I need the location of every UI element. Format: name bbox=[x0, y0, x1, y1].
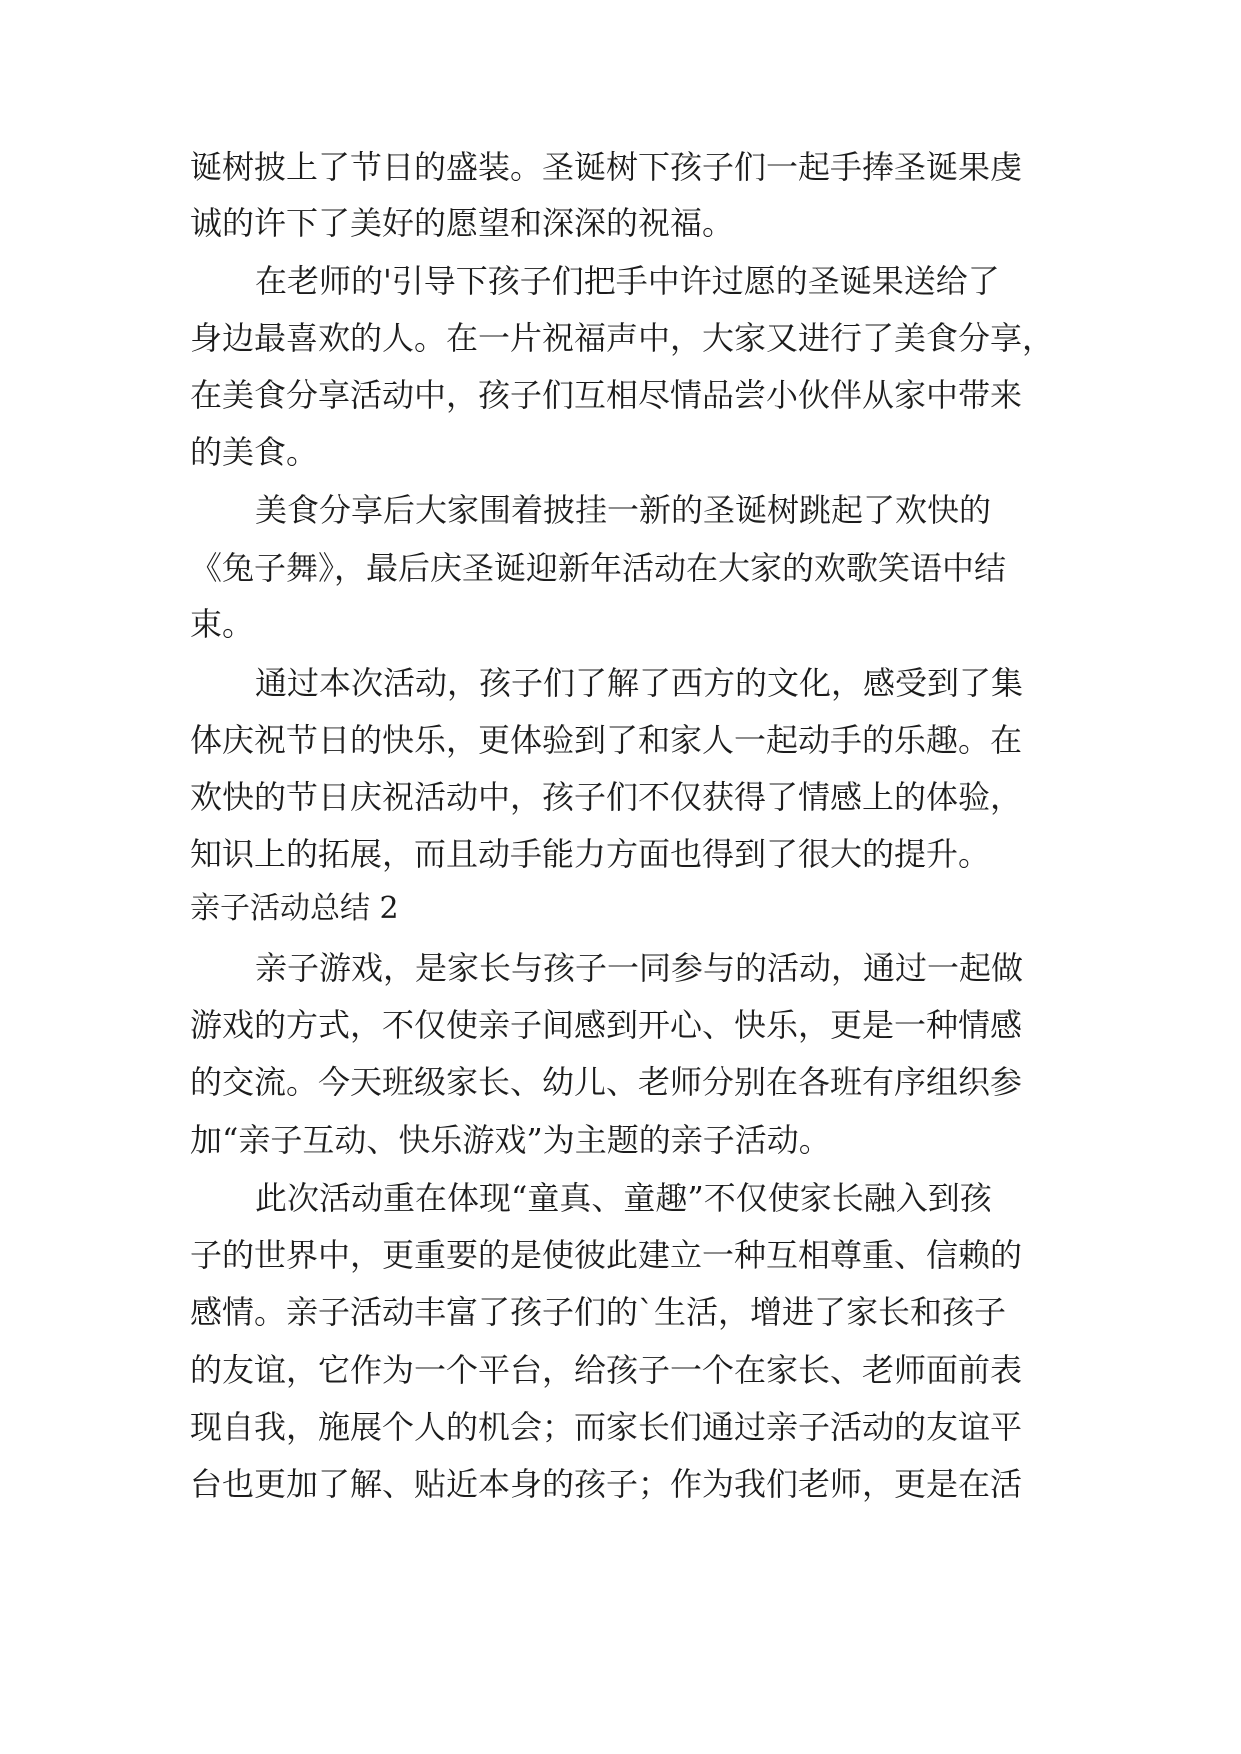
paragraph-line: 知识上的拓展，而且动手能力方面也得到了很大的提升。 bbox=[190, 835, 991, 873]
paragraph-first-line: 亲子游戏，是家长与孩子一同参与的活动，通过一起做 bbox=[255, 949, 1024, 987]
paragraph-line: 欢快的节日庆祝活动中，孩子们不仅获得了情感上的体验， bbox=[190, 778, 1023, 816]
paragraph-line: 束。 bbox=[190, 605, 255, 643]
paragraph-line: 《兔子舞》，最后庆圣诞迎新年活动在大家的欢歌笑语中结 bbox=[190, 549, 1007, 587]
paragraph-line: 诚的许下了美好的愿望和深深的祝福。 bbox=[190, 204, 735, 242]
paragraph-line: 加“亲子互动、快乐游戏”为主题的亲子活动。 bbox=[190, 1121, 831, 1159]
paragraph-first-line: 通过本次活动，孩子们了解了西方的文化，感受到了集 bbox=[255, 664, 1024, 702]
paragraph-line: 体庆祝节日的快乐，更体验到了和家人一起动手的乐趣。在 bbox=[190, 721, 1023, 759]
paragraph-first-line: 美食分享后大家围着披挂一新的圣诞树跳起了欢快的 bbox=[255, 491, 992, 529]
paragraph-line: 游戏的方式，不仅使亲子间感到开心、快乐，更是一种情感 bbox=[190, 1006, 1023, 1044]
paragraph-line: 子的世界中，更重要的是使彼此建立一种互相尊重、信赖的 bbox=[190, 1236, 1023, 1274]
paragraph-line: 在美食分享活动中，孩子们互相尽情品尝小伙伴从家中带来 bbox=[190, 376, 1023, 414]
paragraph-line: 的交流。今天班级家长、幼儿、老师分别在各班有序组织参 bbox=[190, 1063, 1023, 1101]
section-heading: 亲子活动总结 2 bbox=[190, 891, 399, 926]
paragraph-first-line: 在老师的'引导下孩子们把手中许过愿的圣诞果送给了 bbox=[255, 262, 1000, 300]
paragraph-line: 现自我，施展个人的机会；而家长们通过亲子活动的友谊平 bbox=[190, 1408, 1023, 1446]
paragraph-line: 的美食。 bbox=[190, 433, 319, 471]
paragraph-line: 感情。亲子活动丰富了孩子们的`生活，增进了家长和孩子 bbox=[190, 1293, 1007, 1331]
paragraph-line: 身边最喜欢的人。在一片祝福声中，大家又进行了美食分享， bbox=[190, 319, 1055, 357]
paragraph-first-line: 此次活动重在体现“童真、童趣”不仅使家长融入到孩 bbox=[255, 1179, 992, 1217]
paragraph-line: 的友谊，它作为一个平台，给孩子一个在家长、老师面前表 bbox=[190, 1351, 1023, 1389]
paragraph-line: 台也更加了解、贴近本身的孩子；作为我们老师，更是在活 bbox=[190, 1465, 1023, 1503]
paragraph-line: 诞树披上了节日的盛装。圣诞树下孩子们一起手捧圣诞果虔 bbox=[190, 148, 1023, 186]
